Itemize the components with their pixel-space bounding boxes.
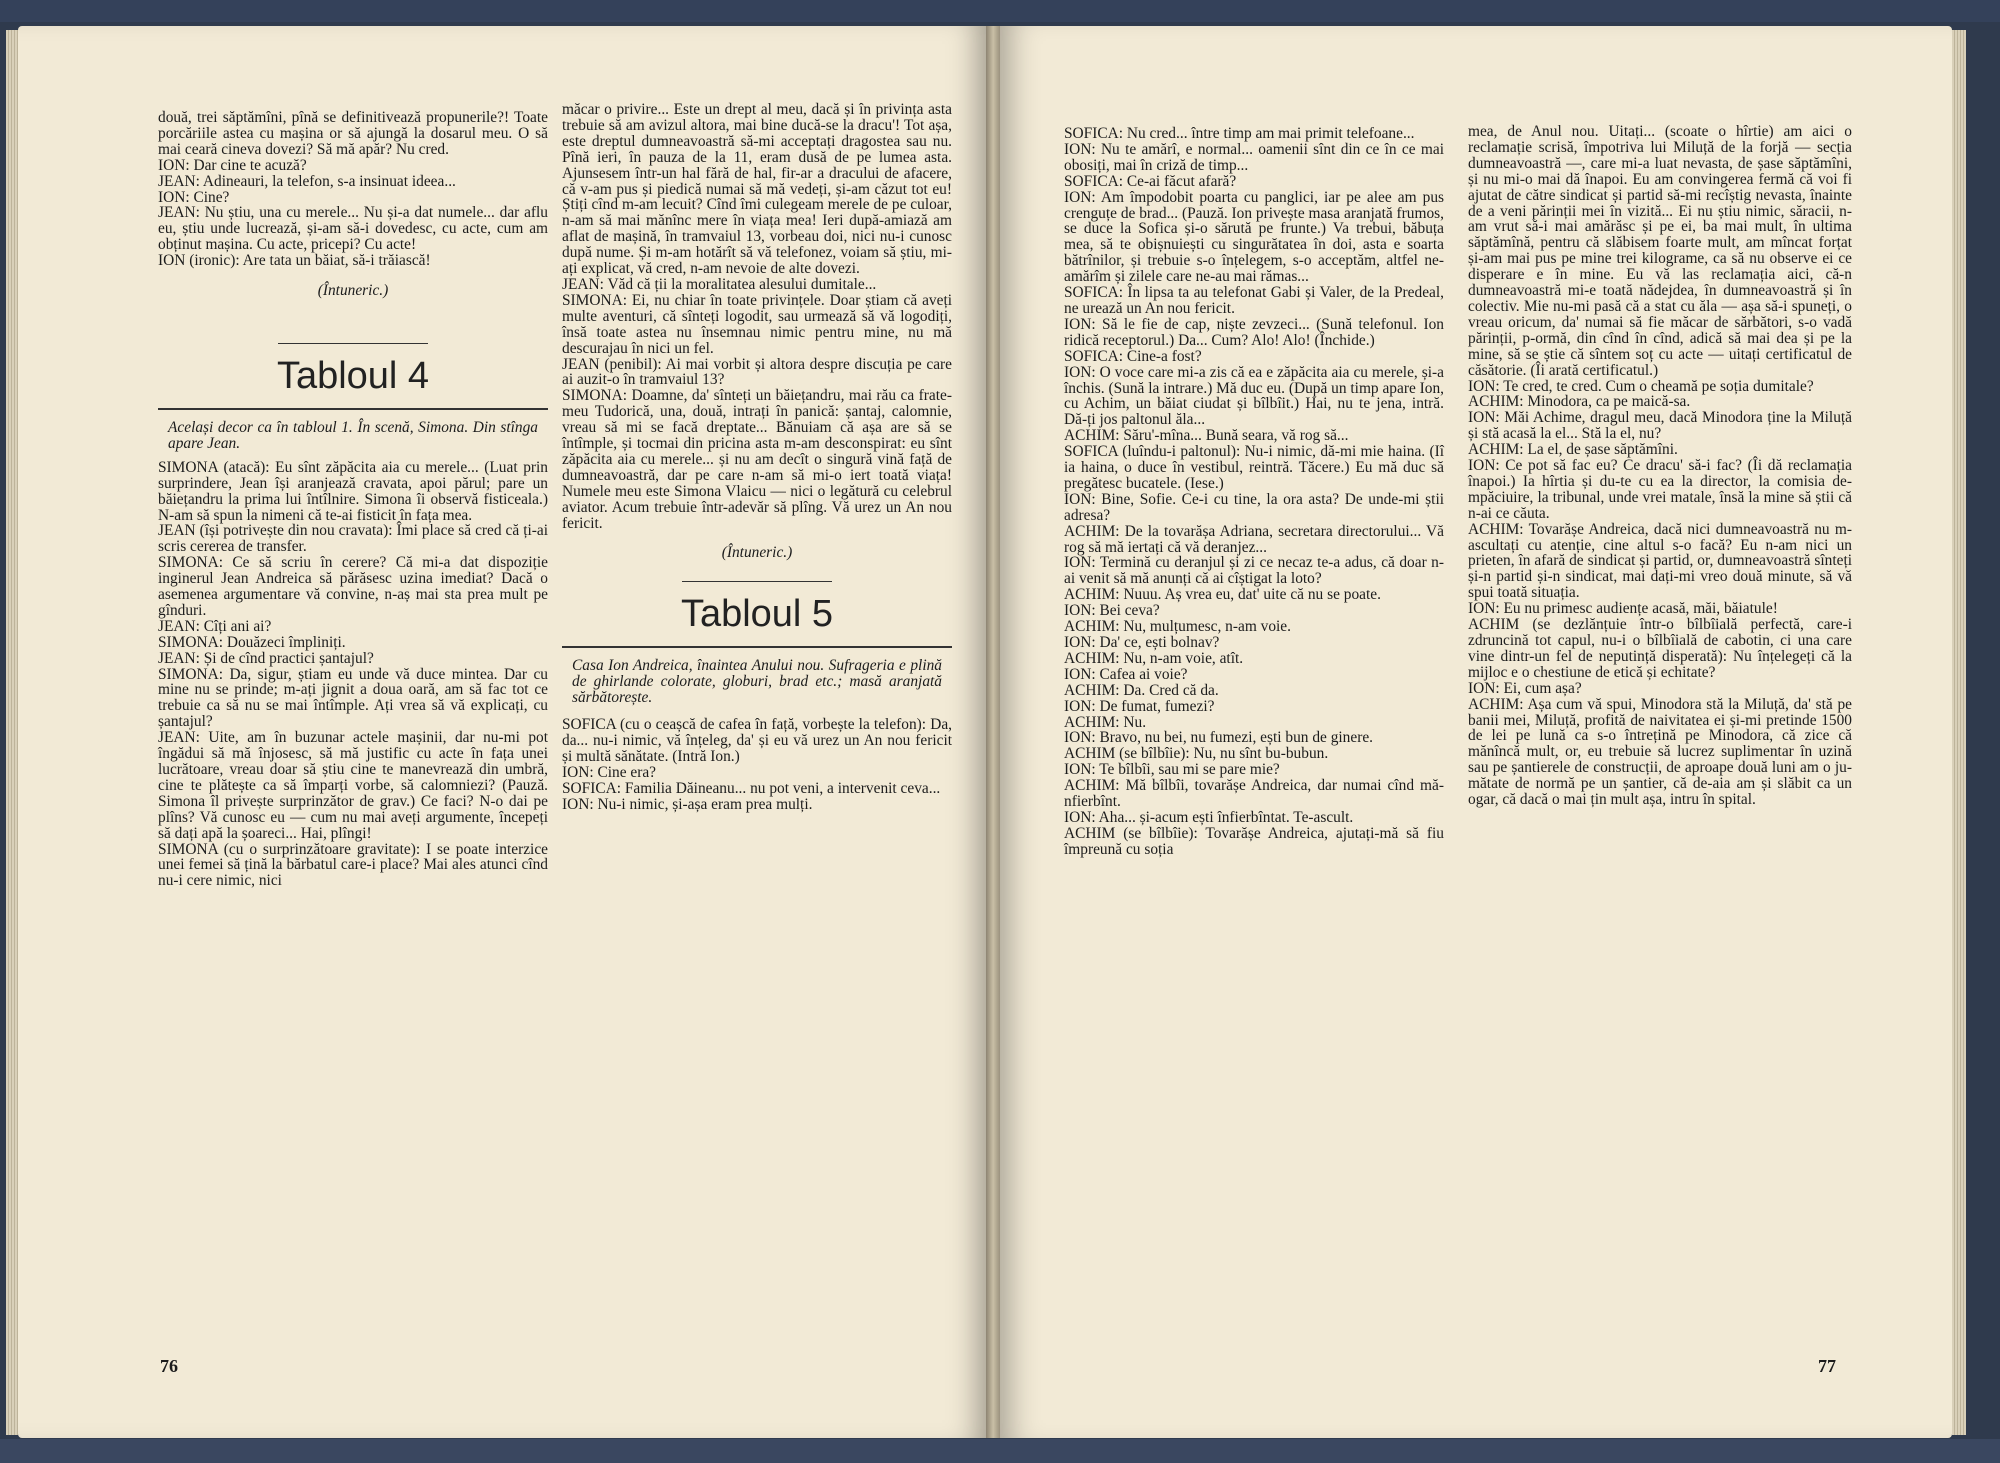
dialogue-paragraph: ION: Nu-i nimic, și-așa eram prea mulți. xyxy=(562,796,813,814)
dialogue-paragraph: măcar o privire... Este un drept al meu, dacă și în privința asta trebuie să am avizul altora, mai bine ducă-se la dracu'! Tot așa, este dreptul dumneavoastră să-mi acceptați dragostea sau nu. Pînă ieri, în pauza de la 11, eram dusă de pe lumea asta. Ajunsesem într-un hal fără de hal, fir-ar a dracului de afacere, că v-am pus și piedică numai să mă vedeți, și-am căzut tot eu! Știți cînd m-am lecuit? Cînd îmi culegeam merele de pe culoar, n-am să mai mănînc mere în viața mea! Ieri după-amiază am aflat de mașină, în tramvaiul 13, vorbeau doi, nici nu-i cunosc după nume. Și m-am hotărît să vă telefonez, voiam să știu, mi-ați explicat, vă cred, n-am nevoie de alte dovezi. xyxy=(562,101,952,278)
dialogue-paragraph: SOFICA: În lipsa ta au telefonat Gabi și Valer, de la Predeal, ne urează un An nou fericit. xyxy=(1064,284,1444,317)
tablou-5-title: Tabloul 5 xyxy=(680,593,834,636)
right-page-column-2 xyxy=(1468,124,1852,808)
dialogue-paragraph: ION: Cine? xyxy=(158,188,230,206)
dialogue-paragraph: SIMONA: Douăzeci împliniți. xyxy=(158,633,346,651)
dialogue-paragraph: SIMONA: Ei, nu chiar în toate privințele. Doar știam că aveți multe aventuri, că sînteți logodit, sau urmează să vă logodiți, însă toate astea nu însemnau nimic pentru mine, nu mă descurajau în nici un fel. xyxy=(562,291,952,357)
dialogue-paragraph: două, trei săptămîni, pînă se definitivează propunerile?! Toate porcăriile astea cu mașina or să ajungă la dosarul meu. O să mai ceară cineva dovezi? Să mă apăr? Nu cred. xyxy=(158,109,548,158)
dialogue-paragraph: SIMONA (atacă): Eu sînt zăpăcita aia cu merele... (Luat prin surprindere, Jean își aranjează cravata, apoi părul; pare un băiețandru la prima lui întîlnire. Simona îi observă fisticeala.) N-am să spun la nimeni că te-ai fisticit în fața mea. xyxy=(158,458,548,524)
dialogue-paragraph: SIMONA: Da, sigur, știam eu unde vă duce mintea. Dar cu mine nu se prinde; m-ați jignit a doua oară, am să fac tot ce trebuie ca să nu se mai întîmple. Ați vrea să vă explicați, cu șantajul? xyxy=(158,665,548,731)
dialogue-paragraph: ION: Dar cine te acuză? xyxy=(158,156,307,174)
tablou-4-heading xyxy=(158,343,548,400)
column-1-dialogue-top xyxy=(158,110,548,269)
dialogue-paragraph: ION: Ei, cum așa? xyxy=(1468,679,1582,697)
right-page xyxy=(1000,26,1952,1438)
dialogue-paragraph: JEAN: Și de cînd practici șantajul? xyxy=(158,649,374,667)
left-page xyxy=(18,26,988,1438)
dialogue-paragraph: ION: Cine era? xyxy=(562,764,657,782)
dialogue-paragraph: SOFICA (luîndu-i paltonul): Nu-i nimic, dă-mi mie haina. (Iî ia haina, o duce în vestibul, reintră. Tăcere.) Eu mă duc să pregătesc bucatele. (Iese.) xyxy=(1064,443,1444,492)
dialogue-paragraph: JEAN (penibil): Ai mai vorbit și altora despre discuția pe care ai auzit-o în tramvaiul 13? xyxy=(562,355,952,389)
section-rule xyxy=(562,646,952,647)
dialogue-paragraph: ACHIM (se dezlănțuie într-o bîlbîială perfectă, care-i zdruncină tot capul, nu-i o bîlbîială de cabotin, ci una care vine dintr-un fel de neputință disperată): Nu înțelegeți că la mijloc e o chestiune de etică și echitate? xyxy=(1468,616,1852,681)
left-page-column-1 xyxy=(158,110,548,889)
dialogue-paragraph: JEAN: Cîți ani ai? xyxy=(158,617,272,635)
dialogue-paragraph: ACHIM: Nuuu. Aș vrea eu, dat' uite că nu se poate. xyxy=(1064,586,1381,604)
dialogue-paragraph: ACHIM: Săru'-mîna... Bună seara, vă rog să... xyxy=(1064,427,1349,445)
dialogue-paragraph: ACHIM (se bîlbîie): Tovarășe Andreica, ajutați-mă să fiu împreună cu soția xyxy=(1064,824,1444,858)
dialogue-paragraph: ION: De fumat, fumezi? xyxy=(1064,697,1215,715)
dialogue-paragraph: ION: Măi Achime, dragul meu, dacă Minodora ține la Miluță și stă acasă la el... Stă la el, nu? xyxy=(1468,409,1852,443)
dialogue-paragraph: ION: Bine, Sofie. Ce-i cu tine, la ora asta? De unde-mi știi adresa? xyxy=(1064,490,1444,524)
section-rule xyxy=(158,408,548,410)
dialogue-paragraph: SOFICA: Familia Dăineanu... nu pot veni, a intervenit ceva... xyxy=(562,780,941,798)
stage-direction: Casa Ion Andreica, înaintea Anului nou. Sufrageria e plină de ghirlande colorate, globuri, brad etc.; masă aranjată sărbătorește. xyxy=(572,656,942,706)
dialogue-paragraph: SOFICA: Ce-ai făcut afară? xyxy=(1064,172,1237,190)
tablou-5-heading xyxy=(562,581,952,638)
book-cover-top xyxy=(0,0,2000,22)
dialogue-paragraph: ION: Te bîlbîi, sau mi se pare mie? xyxy=(1064,761,1280,779)
page-edges-right xyxy=(1952,30,1966,1435)
dialogue-paragraph: ION: Ce pot să fac eu? Ce dracu' să-i fac? (Îi dă reclamația înapoi.) Ia hîrtia și du-te cu ea la director, la comisia de-mpăciuire, la tribunal, unde vrei matale, însă la mine să știi că n-ai ce căuta. xyxy=(1468,457,1852,522)
page-number: 76 xyxy=(160,1356,178,1376)
page-number: 77 xyxy=(1818,1356,1836,1376)
dialogue-paragraph: SIMONA: Doamne, da' sînteți un băiețandru, mai rău ca frate-meu Tudorică, una, două, intrați în panică: șantaj, calomnie, vreau să mi se facă dreptate... Bănuiam că așa are să se întîmple, și tocmai din pricina asta m-am desconspirat: eu sînt zăpăcita aia cu merele... și nu am decît o singură vină față de dumneavoastră, dar pe care n-am să mi-o iert toată viața! Numele meu este Simona Vlaicu — nici o legătură cu celebrul aviator. Acum trebuie într-adevăr să plîng. Vă urez un An nou fericit. xyxy=(562,387,952,532)
dialogue-paragraph: SOFICA (cu o ceașcă de cafea în față, vorbește la telefon): Da, da... nu-i nimic, vă înțeleg, da' și eu vă urez un An nou fericit și multă sănătate. (Intră Ion.) xyxy=(562,716,952,766)
dialogue-paragraph: ACHIM: De la tovarășa Adriana, secretara directorului... Vă rog să mă iertați că vă deranjez... xyxy=(1064,522,1444,556)
darkness-note: (Întuneric.) xyxy=(721,544,793,562)
right-page-column-1 xyxy=(1064,126,1444,858)
dialogue-paragraph: ION: Termină cu deranjul și zi ce necaz te-a adus, că doar n-ai venit să mă anunți că ai cîștigat la loto? xyxy=(1064,554,1444,588)
dialogue-paragraph: JEAN: Văd că ții la moralitatea alesului dumitale... xyxy=(562,275,877,293)
dialogue-paragraph: JEAN (își potrivește din nou cravata): Îmi place să cred că ți-ai scris cererea de transfer. xyxy=(158,522,548,556)
dialogue-paragraph: mea, de Anul nou. Uitați... (scoate o hîrtie) am aici o reclamație scrisă, împotriva lui Miluță de la forjă — secția dumneavoastră —, care mi-a luat nevasta, de șase săptămîni, și nu mi-o mai dă înapoi. Eu am convingerea fermă că voi fi ajutat de către sindicat și partid să-mi recîștig nevasta, înainte de a veni părinții mei în vizită... Ei nu știu nimic, săracii, n-am vrut să-i mai amărăsc și pe ei, ba mai mult, în ultima săptămînă, pentru că slăbisem foarte mult, am mîncat forțat și-am mai pus pe mine trei kilograme, ca să nu observe ei ce disperare e în mine. Eu vă las reclamația aici, că-n dumneavoastră mi-e toată nădejdea, în dumneavoastră și în colectiv. Mie nu-mi pasă că a stat cu ăla — așa să-i spuneți, o vreau oricum, da' numai să fie măcar de sărbători, s-o vadă părinții, p-ormă, din cînd în cînd, adică să mai dea și pe la mine, să se știe că sîntem soț cu acte — uitați certificatul de căsătorie. (Îi arată certificatul.) xyxy=(1468,123,1852,379)
dialogue-paragraph: ACHIM: Nu, n-am voie, atît. xyxy=(1064,649,1244,667)
book-cover-bottom xyxy=(0,1439,2000,1463)
dialogue-paragraph: ION: Te cred, te cred. Cum o cheamă pe soția dumitale? xyxy=(1468,377,1814,395)
dialogue-paragraph: SOFICA: Cine-a fost? xyxy=(1064,347,1202,365)
heading-rule xyxy=(682,581,832,582)
column-2-dialogue-bottom xyxy=(562,717,952,812)
dialogue-paragraph: ACHIM: Nu. xyxy=(1064,713,1147,731)
dialogue-paragraph: JEAN: Adineauri, la telefon, s-a insinuat ideea... xyxy=(158,172,456,190)
dialogue-paragraph: ION: O voce care mi-a zis că ea e zăpăcita aia cu merele, și-a închis. (Sună la intrare.) Mă duc eu. (După un timp apare Ion, cu Achim, un băiat ciudat și bîlbîit.) Hai, nu te jena, intră. Dă-ți jos paltonul ăla... xyxy=(1064,363,1444,429)
dialogue-paragraph: ION: Bei ceva? xyxy=(1064,602,1160,620)
dialogue-paragraph: ACHIM: Tovarășe Andreica, dacă nici dumneavoastră nu m-ascultați cu atenție, cine altul s-o facă? Eu n-am nici un prieten, în afară de sindicat și partid, or, dumneavoastră sînteți și-n partid și-n sindicat, mai dați-mi vreo două minute, să vă spui toată situația. xyxy=(1468,520,1852,602)
dialogue-paragraph: ACHIM: Minodora, ca pe maică-sa. xyxy=(1468,393,1691,411)
dialogue-paragraph: ACHIM (se bîlbîie): Nu, nu sînt bu-bubun. xyxy=(1064,745,1329,763)
tablou-4-title: Tabloul 4 xyxy=(276,354,430,397)
darkness-note: (Întuneric.) xyxy=(317,282,389,300)
dialogue-paragraph: ION: Am împodobit poarta cu panglici, iar pe alee am pus crenguțe de brad... (Pauză. Ion privește masa aranjată frumos, se duce la Sofica și-o sărută pe frunte.) Va trebui, băbuța mea, să te obișnuiești cu singurătatea în doi, asta e soarta bătrînilor, și trebuie s-o înțelegem, s-o acceptăm, altfel ne-amărîm și zilele care ne-au mai rămas... xyxy=(1064,188,1444,286)
dialogue-paragraph: ION: Nu te amărî, e normal... oamenii sînt din ce în ce mai obosiți, mai în criză de timp... xyxy=(1064,140,1444,174)
dialogue-paragraph: ION: Să le fie de cap, niște zevzeci... (Sună telefonul. Ion ridică receptorul.) Da... Cum? Alo! Alo! (Închide.) xyxy=(1064,315,1444,349)
page-edges-left xyxy=(6,30,18,1435)
column-2-dialogue-top xyxy=(562,102,952,531)
dialogue-paragraph: ION: Eu nu primesc audiențe acasă, măi, băiatule! xyxy=(1468,600,1778,618)
dialogue-paragraph: SIMONA (cu o surprinzătoare gravitate): I se poate interzice unei femei să țină la bărbatul care-i place? Mai ales atunci cînd nu-i cere nimic, nici xyxy=(158,840,548,890)
heading-rule xyxy=(278,343,428,344)
dialogue-paragraph: SOFICA: Nu cred... între timp am mai primit telefoane... xyxy=(1064,125,1415,142)
stage-direction: Același decor ca în tabloul 1. În scenă, Simona. Din stînga apare Jean. xyxy=(168,418,538,452)
dialogue-paragraph: JEAN: Uite, am în buzunar actele mașinii, dar nu-mi pot îngădui să mă înjosesc, să mă justific cu acte în fața unei lucrătoare, vreau doar să știu cine te manevrează din umbră, cine te plătește ca să împarți vorbe, să calomniezi? (Pauză. Simona îl privește surprinzător de grav.) Ce faci? N-o dai pe plîns? Vă cunosc eu — cum nu mai aveți argumente, începeți să dați apă la șoareci... Hai, plîngi! xyxy=(158,729,548,842)
dialogue-paragraph: ACHIM: Nu, mulțumesc, n-am voie. xyxy=(1064,618,1291,636)
dialogue-paragraph: ACHIM: Mă bîlbîi, tovarășe Andreica, dar numai cînd mă-nfierbînt. xyxy=(1064,777,1444,811)
dialogue-paragraph: ION: Da' ce, ești bolnav? xyxy=(1064,634,1220,651)
dialogue-paragraph: ACHIM: Așa cum vă spui, Minodora stă la Miluță, da' stă pe banii mei, Miluță, profită de naivitatea ei și-mi pretinde 1500 de lei pe lună ca s-o întrețină pe Minodora, că zice că mănîncă mult, or, eu trebuie să lucrez suplimentar în uzină sau pe șantierele de construcții, de aproape două luni am o jumătate de normă pe un șantier, că de-aia am și slăbit ca un ogar, că dacă o mai țin mult așa, intru în spital. xyxy=(1468,695,1852,809)
dialogue-paragraph: ACHIM: La el, de șase săptămîni. xyxy=(1468,441,1678,459)
left-page-column-2 xyxy=(562,102,952,813)
dialogue-paragraph: ION (ironic): Are tata un băiat, să-i trăiască! xyxy=(158,252,431,270)
dialogue-paragraph: ION: Aha... și-acum ești înfierbîntat. Te-ascult. xyxy=(1064,808,1354,826)
dialogue-paragraph: ION: Bravo, nu bei, nu fumezi, ești bun de ginere. xyxy=(1064,729,1374,747)
dialogue-paragraph: ION: Cafea ai voie? xyxy=(1064,665,1188,683)
column-1-dialogue-bottom xyxy=(158,460,548,889)
dialogue-paragraph: JEAN: Nu știu, una cu merele... Nu și-a dat numele... dar aflu eu, știu unde lucrează, și-am să-i dovedesc, cu acte, cum am obținut mașina. Cu acte, pricepi? Cu acte! xyxy=(158,204,548,254)
dialogue-paragraph: ACHIM: Da. Cred că da. xyxy=(1064,681,1219,699)
dialogue-paragraph: SIMONA: Ce să scriu în cerere? Că mi-a dat dispoziție inginerul Jean Andreica să părăsesc uzina imediat? Dacă o asemenea argumentare vă convine, n-aș mai sta prea mult pe gînduri. xyxy=(158,554,548,619)
